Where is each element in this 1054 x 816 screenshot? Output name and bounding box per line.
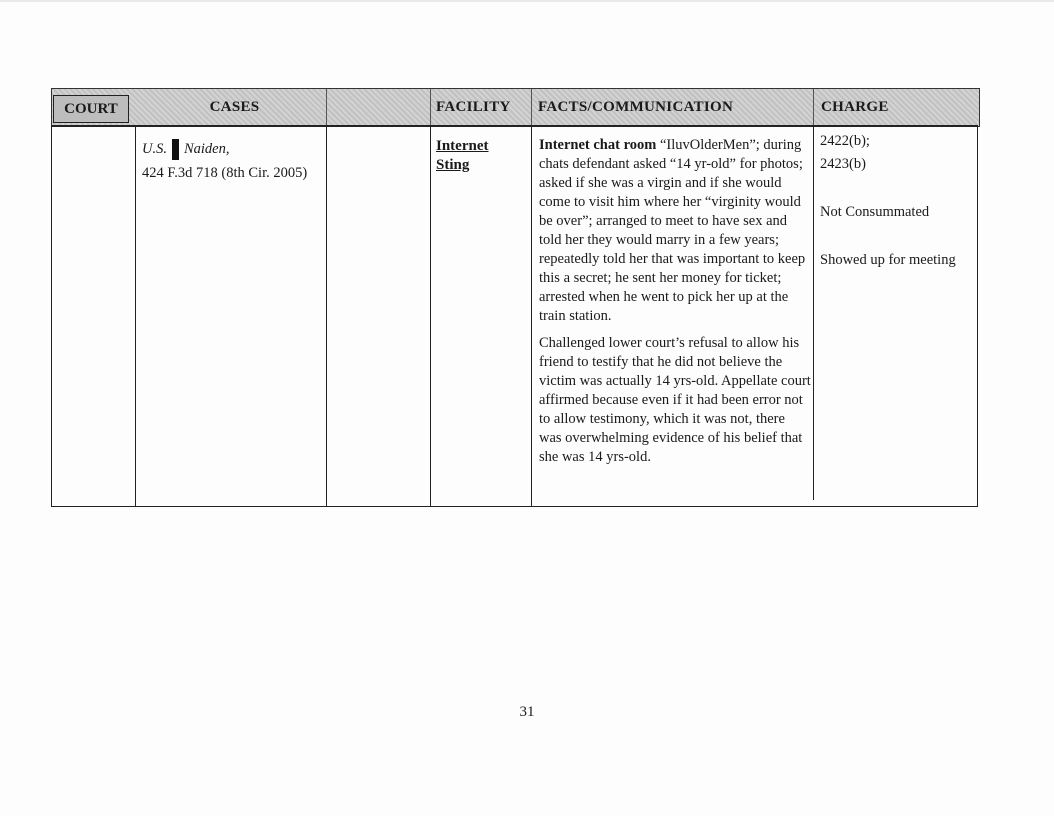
charge-statute-1: 2422(b); (820, 133, 870, 149)
charge-statute-2: 2423(b) (820, 156, 866, 172)
column-divider (326, 125, 327, 507)
facility-cell (436, 137, 489, 175)
header-facts: FACTS/COMMUNICATION (538, 99, 734, 115)
column-divider (430, 125, 431, 507)
case-citation: 424 F.3d 718 (8th Cir. 2005) (142, 165, 308, 181)
case-name-prefix: U.S. (142, 141, 167, 157)
facts-paragraph-1 (539, 136, 811, 326)
case-name (142, 139, 230, 160)
page-number: 31 (519, 704, 535, 720)
header-cases: CASES (209, 99, 260, 115)
header-divider (430, 89, 431, 126)
facility-line-1: Internet (436, 138, 489, 154)
case-name-suffix: Naiden, (183, 141, 230, 157)
table-header (51, 88, 980, 127)
redaction-mark (172, 139, 179, 160)
header-court: COURT (53, 95, 129, 123)
column-divider (135, 125, 136, 507)
facts-paragraph-2: Challenged lower court’s refusal to allow his friend to testify that he did not believe the victim was actually 14 yrs-old. Appellate court affirmed because even if it had been error not to allow testimony, which it was not, there was overwhelming evidence of his belief that she was 14 yrs-old. (539, 335, 811, 465)
facts-paragraph-1-text: “IluvOlderMen”; during chats defendant asked “14 yr-old” for photos; asked if she was a virgin and if she would come to visit him where her “virginity would be over”; arranged to meet to have sex and told her they would marry in a few years; repeatedly told her that was important to keep this a secret; he sent her money for ticket; arrested when he went to pick her up at the train station. (539, 137, 806, 324)
facility-line-2: Sting (436, 157, 470, 173)
header-charge: CHARGE (821, 99, 889, 115)
header-divider (531, 89, 532, 126)
column-divider (531, 125, 532, 507)
facts-bold-lead: Internet chat room (539, 137, 657, 153)
header-divider (813, 89, 814, 126)
column-divider (813, 125, 814, 500)
top-rule (0, 0, 1054, 2)
header-facility: FACILITY (436, 99, 511, 115)
charge-cell (820, 132, 978, 274)
facts-cell (539, 136, 811, 475)
header-divider (326, 89, 327, 126)
charge-status: Not Consummated (820, 204, 930, 220)
charge-note: Showed up for meeting (820, 252, 956, 268)
